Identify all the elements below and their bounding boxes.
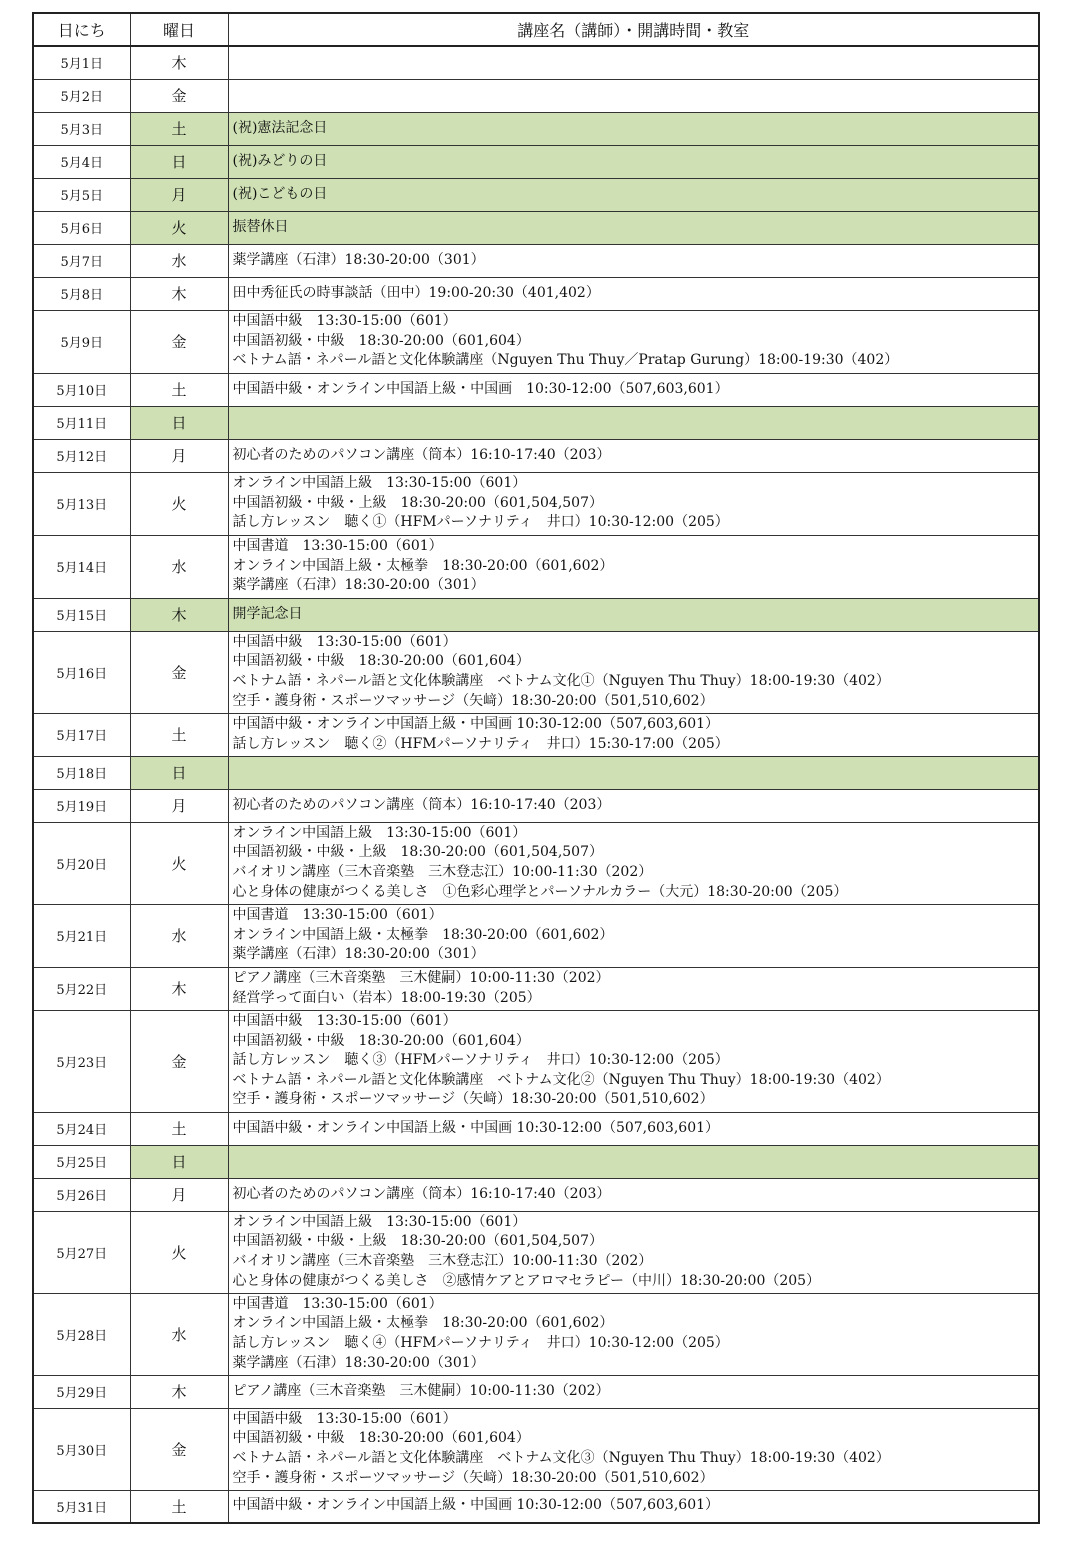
row-date: 5月29日: [33, 1375, 130, 1408]
row-weekday: 火: [130, 472, 228, 535]
row-date: 5月25日: [33, 1145, 130, 1178]
table-row: [33, 1145, 1039, 1178]
row-description: [228, 46, 1039, 79]
course-line: 中国語中級・オンライン中国語上級・中国画 10:30-12:00（507,603,601）: [232, 380, 729, 397]
row-description: [228, 904, 1039, 967]
course-line: 中国語初級・中級 18:30-20:00（601,604）: [232, 1430, 530, 1447]
course-line: ベトナム語・ネパール語と文化体験講座 ベトナム文化①（Nguyen Thu Thuy）18:00-19:30（402）: [232, 673, 890, 689]
row-date: 5月11日: [33, 406, 130, 439]
row-weekday: 木: [130, 967, 228, 1010]
row-date: 5月9日: [33, 310, 130, 373]
schedule-table: [32, 12, 1040, 1524]
course-line: 薬学講座（石津）18:30-20:00（301）: [232, 251, 485, 268]
course-line: 中国語中級・オンライン中国語上級・中国画 10:30-12:00（507,603,601）: [232, 715, 720, 732]
course-line: ピアノ講座（三木音楽塾 三木健嗣）10:00-11:30（202）: [232, 1382, 610, 1399]
course-line: 中国語初級・中級・上級 18:30-20:00（601,504,507）: [232, 1233, 603, 1250]
row-weekday: 火: [130, 211, 228, 244]
row-date: 5月20日: [33, 822, 130, 904]
row-weekday: 月: [130, 789, 228, 822]
row-description: [228, 1375, 1039, 1408]
course-line: 話し方レッスン 聴く④（HFMパーソナリティ 井口）10:30-12:00（205）: [232, 1335, 729, 1351]
row-weekday: 木: [130, 598, 228, 631]
row-description: [228, 631, 1039, 713]
table-row: [33, 472, 1039, 535]
row-weekday: 土: [130, 373, 228, 406]
course-line: 中国書道 13:30-15:00（601）: [232, 538, 443, 555]
course-line: 薬学講座（石津）18:30-20:00（301）: [232, 577, 485, 594]
row-weekday: 火: [130, 1211, 228, 1293]
course-line: 薬学講座（石津）18:30-20:00（301）: [232, 946, 485, 963]
course-line: ベトナム語・ネパール語と文化体験講座（Nguyen Thu Thuy／Pratap Gurung）18:00-19:30（402）: [232, 352, 899, 369]
row-description: [228, 1211, 1039, 1293]
row-weekday: 金: [130, 1408, 228, 1490]
table-row: [33, 904, 1039, 967]
course-line: 中国書道 13:30-15:00（601）: [232, 1295, 443, 1312]
row-weekday: 月: [130, 1178, 228, 1211]
row-date: 5月30日: [33, 1408, 130, 1490]
row-description: [228, 535, 1039, 598]
header-description: 講座名（講師）・開講時間・教室: [228, 13, 1039, 46]
row-description: [228, 713, 1039, 756]
course-line: オンライン中国語上級・太極拳 18:30-20:00（601,602）: [232, 1315, 614, 1332]
table-header: [33, 13, 1039, 46]
table-row: [33, 631, 1039, 713]
row-description: [228, 789, 1039, 822]
course-line: 話し方レッスン 聴く①（HFMパーソナリティ 井口）10:30-12:00（205）: [232, 514, 729, 531]
course-line: 田中秀征氏の時事談話（田中）19:00-20:30（401,402）: [232, 284, 600, 301]
course-line: (祝)こどもの日: [232, 185, 328, 202]
course-line: オンライン中国語上級・太極拳 18:30-20:00（601,602）: [232, 557, 614, 574]
table-row: [33, 822, 1039, 904]
course-line: 初心者のためのパソコン講座（筒本）16:10-17:40（203）: [232, 446, 611, 463]
row-weekday: 土: [130, 713, 228, 756]
course-line: 空手・護身術・スポーツマッサージ（矢﨑）18:30-20:00（501,510,602）: [232, 1469, 714, 1486]
table-row: [33, 46, 1039, 79]
row-description: [228, 79, 1039, 112]
row-date: 5月4日: [33, 145, 130, 178]
course-line: 中国語中級 13:30-15:00（601）: [232, 1013, 457, 1030]
row-description: [228, 373, 1039, 406]
table-row: [33, 1010, 1039, 1112]
row-date: 5月15日: [33, 598, 130, 631]
row-weekday: 木: [130, 277, 228, 310]
table-row: [33, 439, 1039, 472]
table-row: [33, 1293, 1039, 1375]
row-description: [228, 967, 1039, 1010]
row-date: 5月28日: [33, 1293, 130, 1375]
row-description: [228, 822, 1039, 904]
row-weekday: 水: [130, 535, 228, 598]
row-description: [228, 178, 1039, 211]
row-weekday: 日: [130, 1145, 228, 1178]
table-row: [33, 1211, 1039, 1293]
row-weekday: 日: [130, 756, 228, 789]
course-line: オンライン中国語上級 13:30-15:00（601）: [232, 1213, 527, 1230]
course-line: 中国語初級・中級・上級 18:30-20:00（601,504,507）: [232, 844, 603, 861]
header-row: [33, 13, 1039, 46]
row-date: 5月10日: [33, 373, 130, 406]
row-weekday: 水: [130, 1293, 228, 1375]
course-line: 中国語初級・中級 18:30-20:00（601,604）: [232, 332, 530, 349]
course-line: 中国語初級・中級・上級 18:30-20:00（601,504,507）: [232, 494, 603, 511]
row-date: 5月19日: [33, 789, 130, 822]
table-row: [33, 1375, 1039, 1408]
row-description: [228, 1293, 1039, 1375]
table-row: [33, 178, 1039, 211]
course-line: 心と身体の健康がつくる美しさ ②感情ケアとアロマセラピー（中川）18:30-20:00（205）: [232, 1272, 821, 1289]
table-row: [33, 145, 1039, 178]
row-weekday: 金: [130, 1010, 228, 1112]
row-date: 5月31日: [33, 1490, 130, 1523]
row-description: [228, 1178, 1039, 1211]
course-line: 中国語初級・中級 18:30-20:00（601,604）: [232, 653, 530, 670]
row-description: [228, 145, 1039, 178]
row-description: [228, 598, 1039, 631]
table-row: [33, 789, 1039, 822]
course-line: オンライン中国語上級 13:30-15:00（601）: [232, 824, 527, 841]
course-line: 中国語中級 13:30-15:00（601）: [232, 313, 457, 330]
row-description: [228, 277, 1039, 310]
row-weekday: 月: [130, 178, 228, 211]
row-weekday: 金: [130, 79, 228, 112]
row-weekday: 土: [130, 1112, 228, 1145]
course-line: 中国語中級 13:30-15:00（601）: [232, 633, 457, 650]
row-description: [228, 756, 1039, 789]
row-date: 5月13日: [33, 472, 130, 535]
table-row: [33, 244, 1039, 277]
row-description: [228, 1145, 1039, 1178]
table-row: [33, 1490, 1039, 1523]
course-line: 中国語中級・オンライン中国語上級・中国画 10:30-12:00（507,603,601）: [232, 1497, 720, 1514]
row-date: 5月18日: [33, 756, 130, 789]
row-date: 5月3日: [33, 112, 130, 145]
table-body: [33, 46, 1039, 1523]
table-row: [33, 1112, 1039, 1145]
course-line: 開学記念日: [232, 605, 303, 622]
course-line: 経営学って面白い（岩本）18:00-19:30（205）: [232, 989, 541, 1006]
row-date: 5月27日: [33, 1211, 130, 1293]
row-description: [228, 112, 1039, 145]
row-description: [228, 310, 1039, 373]
row-weekday: 木: [130, 46, 228, 79]
row-date: 5月21日: [33, 904, 130, 967]
row-date: 5月12日: [33, 439, 130, 472]
course-line: 話し方レッスン 聴く③（HFMパーソナリティ 井口）10:30-12:00（205）: [232, 1052, 729, 1069]
row-weekday: 土: [130, 1490, 228, 1523]
course-line: 中国語初級・中級 18:30-20:00（601,604）: [232, 1032, 530, 1049]
course-line: バイオリン講座（三木音楽塾 三木登志江）10:00-11:30（202）: [232, 864, 653, 880]
table-row: [33, 79, 1039, 112]
course-line: (祝)憲法記念日: [232, 119, 328, 136]
row-description: [228, 1010, 1039, 1112]
row-weekday: 水: [130, 244, 228, 277]
course-line: 話し方レッスン 聴く②（HFMパーソナリティ 井口）15:30-17:00（205）: [232, 735, 729, 752]
row-date: 5月1日: [33, 46, 130, 79]
row-weekday: 日: [130, 406, 228, 439]
table-row: [33, 756, 1039, 789]
schedule-sheet: [32, 12, 1038, 1524]
row-date: 5月8日: [33, 277, 130, 310]
row-description: [228, 406, 1039, 439]
course-line: (祝)みどりの日: [232, 152, 328, 169]
course-line: オンライン中国語上級・太極拳 18:30-20:00（601,602）: [232, 926, 614, 943]
course-line: 中国語中級 13:30-15:00（601）: [232, 1410, 457, 1427]
row-weekday: 土: [130, 112, 228, 145]
row-description: [228, 472, 1039, 535]
table-row: [33, 373, 1039, 406]
course-line: 中国語中級・オンライン中国語上級・中国画 10:30-12:00（507,603,601）: [232, 1119, 720, 1136]
table-row: [33, 598, 1039, 631]
row-date: 5月17日: [33, 713, 130, 756]
course-line: 心と身体の健康がつくる美しさ ①色彩心理学とパーソナルカラー（大元）18:30-20:00（205）: [232, 883, 848, 900]
row-date: 5月16日: [33, 631, 130, 713]
table-row: [33, 1408, 1039, 1490]
row-date: 5月24日: [33, 1112, 130, 1145]
table-row: [33, 713, 1039, 756]
course-line: 薬学講座（石津）18:30-20:00（301）: [232, 1354, 485, 1371]
row-weekday: 日: [130, 145, 228, 178]
row-date: 5月7日: [33, 244, 130, 277]
row-weekday: 月: [130, 439, 228, 472]
table-row: [33, 1178, 1039, 1211]
row-weekday: 火: [130, 822, 228, 904]
header-day: 曜日: [130, 13, 228, 46]
row-date: 5月2日: [33, 79, 130, 112]
row-weekday: 金: [130, 310, 228, 373]
row-date: 5月26日: [33, 1178, 130, 1211]
course-line: 初心者のためのパソコン講座（筒本）16:10-17:40（203）: [232, 1185, 611, 1202]
course-line: ピアノ講座（三木音楽塾 三木健嗣）10:00-11:30（202）: [232, 969, 610, 986]
course-line: オンライン中国語上級 13:30-15:00（601）: [232, 475, 527, 492]
row-description: [228, 1408, 1039, 1490]
course-line: バイオリン講座（三木音楽塾 三木登志江）10:00-11:30（202）: [232, 1253, 653, 1269]
row-description: [228, 211, 1039, 244]
row-weekday: 水: [130, 904, 228, 967]
row-description: [228, 1112, 1039, 1145]
table-row: [33, 112, 1039, 145]
table-row: [33, 310, 1039, 373]
course-line: 振替休日: [232, 218, 289, 235]
course-line: 空手・護身術・スポーツマッサージ（矢﨑）18:30-20:00（501,510,602）: [232, 692, 714, 709]
row-date: 5月23日: [33, 1010, 130, 1112]
course-line: ベトナム語・ネパール語と文化体験講座 ベトナム文化②（Nguyen Thu Thuy）18:00-19:30（402）: [232, 1071, 890, 1088]
row-date: 5月22日: [33, 967, 130, 1010]
row-description: [228, 439, 1039, 472]
course-line: 初心者のためのパソコン講座（筒本）16:10-17:40（203）: [232, 796, 611, 813]
header-date: 日にち: [33, 13, 130, 46]
table-row: [33, 967, 1039, 1010]
row-date: 5月5日: [33, 178, 130, 211]
row-date: 5月14日: [33, 535, 130, 598]
table-row: [33, 211, 1039, 244]
row-weekday: 木: [130, 1375, 228, 1408]
row-weekday: 金: [130, 631, 228, 713]
table-row: [33, 535, 1039, 598]
row-date: 5月6日: [33, 211, 130, 244]
table-row: [33, 277, 1039, 310]
row-description: [228, 244, 1039, 277]
table-row: [33, 406, 1039, 439]
course-line: ベトナム語・ネパール語と文化体験講座 ベトナム文化③（Nguyen Thu Thuy）18:00-19:30（402）: [232, 1450, 890, 1466]
course-line: 中国書道 13:30-15:00（601）: [232, 907, 443, 924]
course-line: 空手・護身術・スポーツマッサージ（矢﨑）18:30-20:00（501,510,602）: [232, 1091, 714, 1108]
row-description: [228, 1490, 1039, 1523]
